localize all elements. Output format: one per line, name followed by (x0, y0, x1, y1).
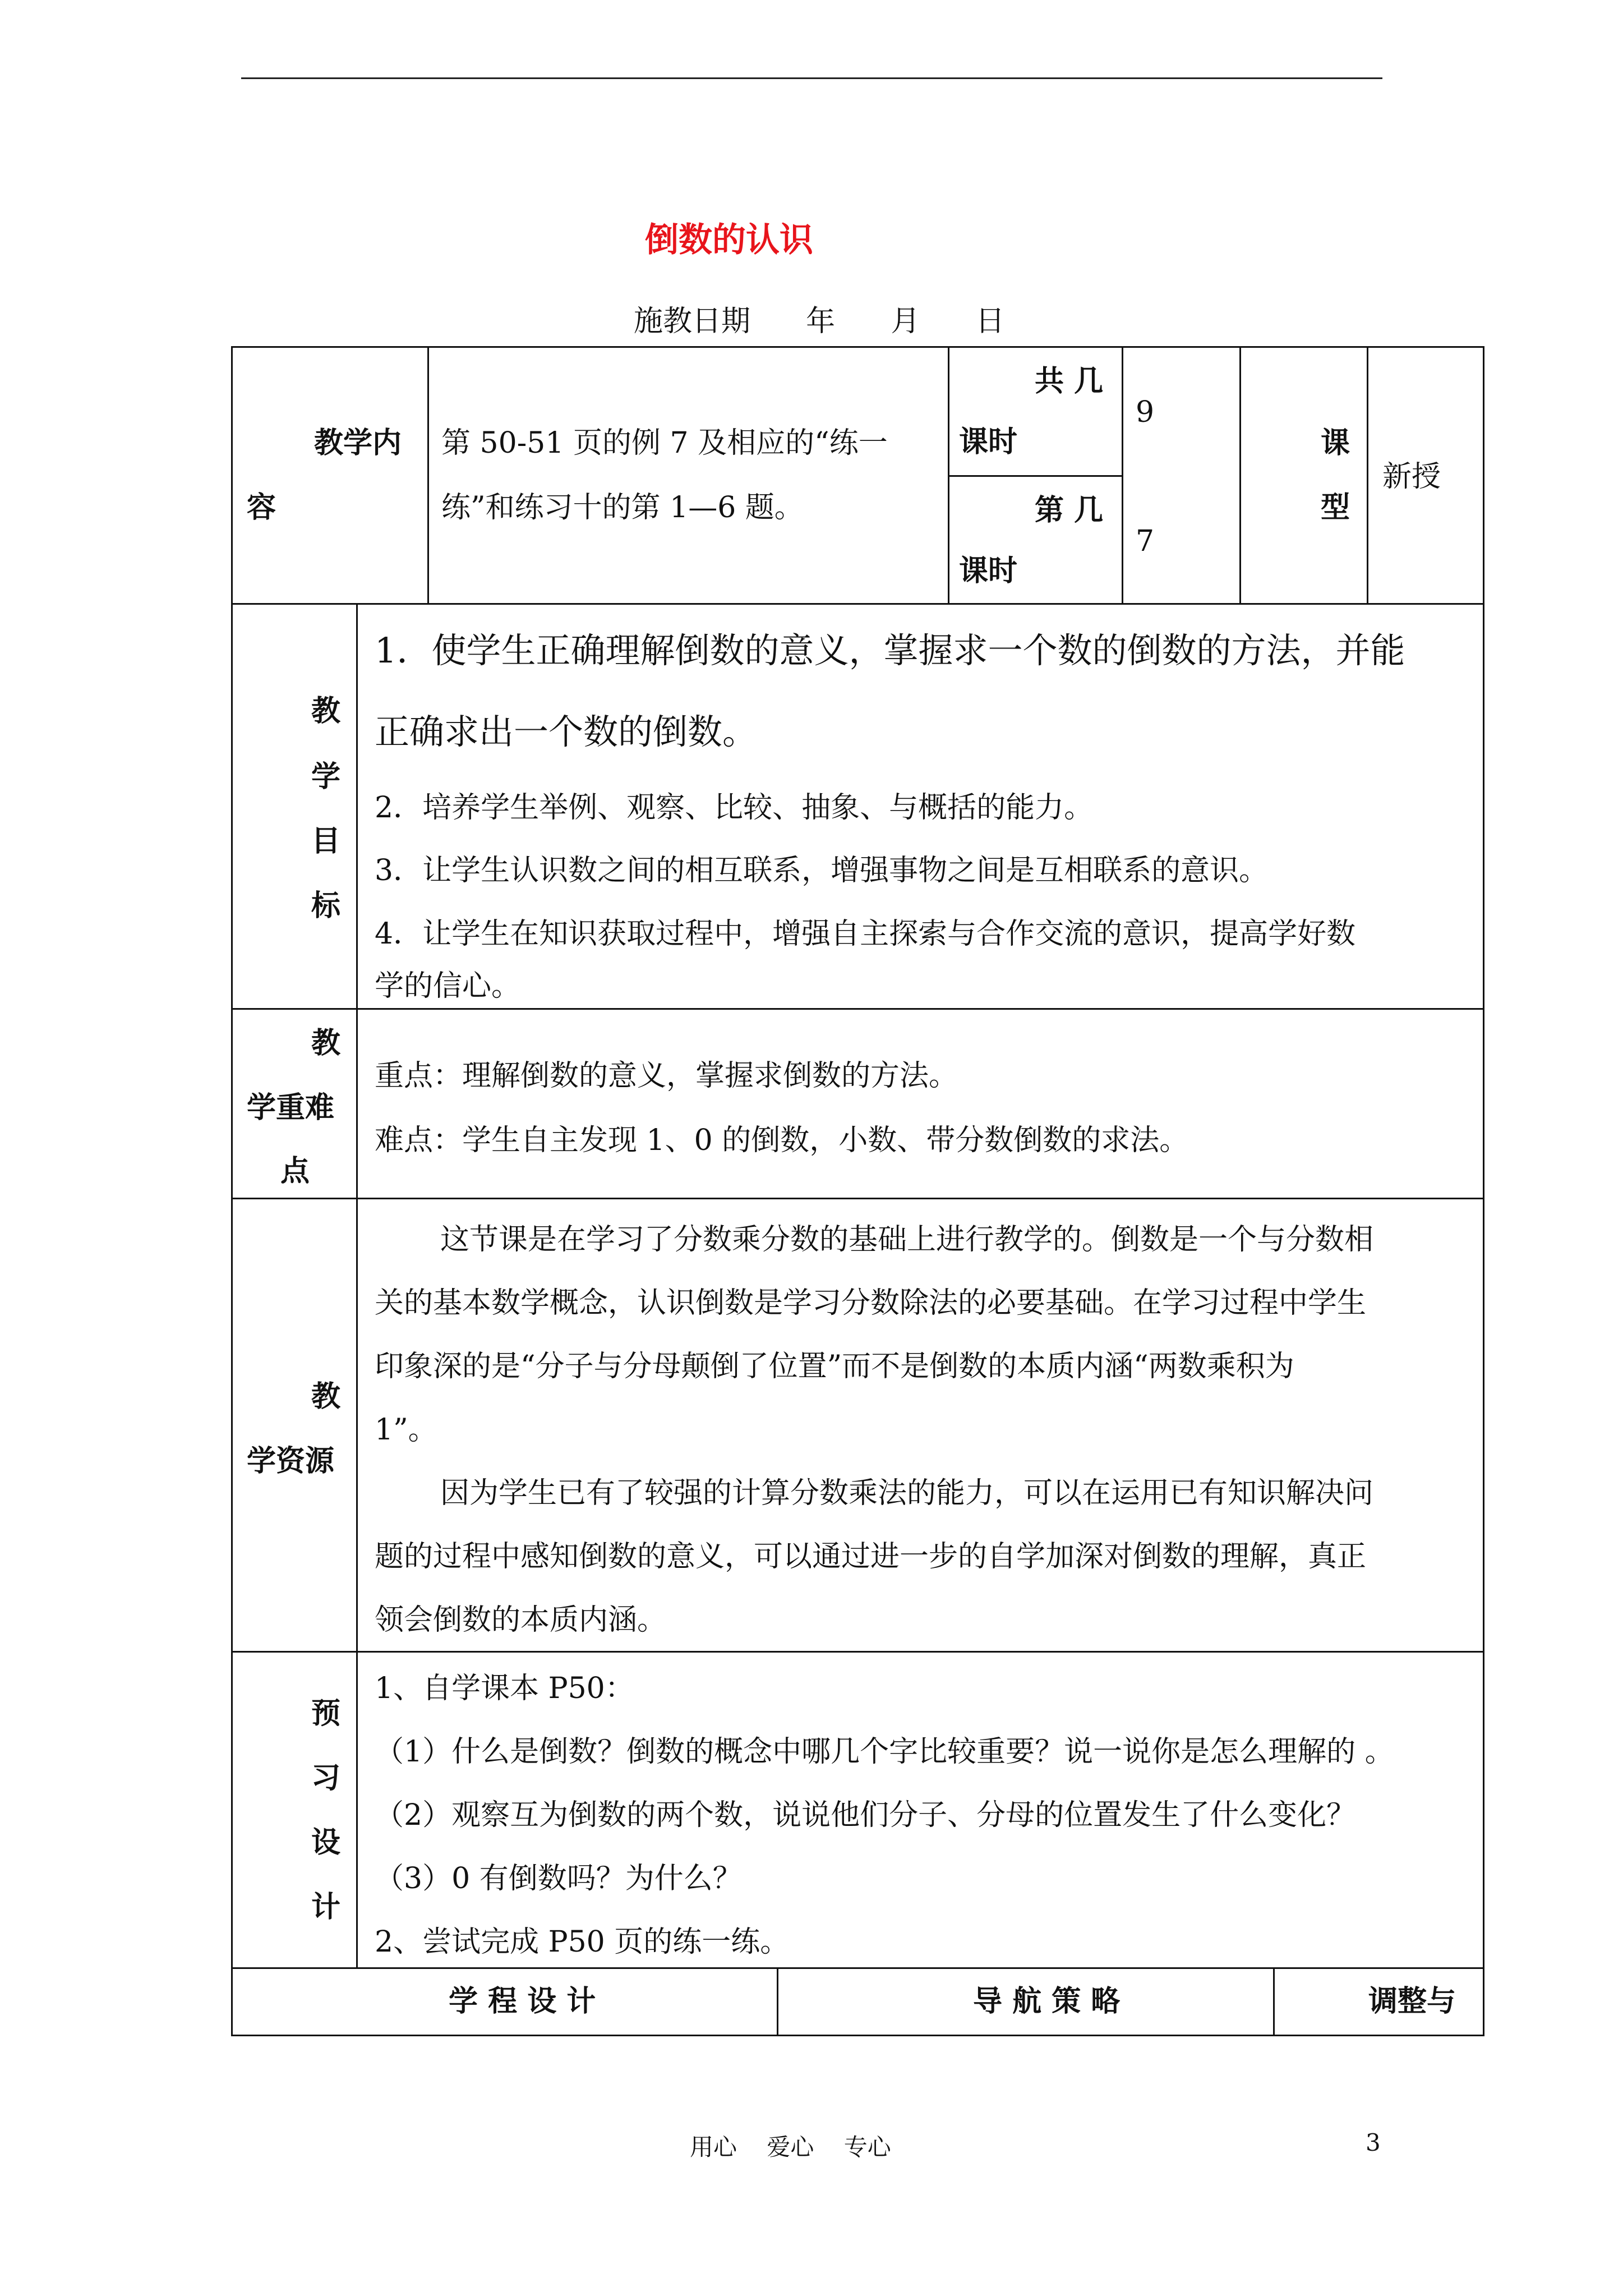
key-points-label: 教 (311, 1027, 341, 1060)
preview-item: 2、尝试完成 P50 页的练一练。 (375, 1925, 790, 1959)
lesson-number-label-line1: 第 几 (1035, 494, 1104, 527)
key-point-difficulty: 难点：学生自主发现 1、0 的倒数，小数、带分数倒数的求法。 (375, 1124, 1189, 1157)
lesson-type-value: 新授 (1382, 460, 1441, 494)
col-divider (1122, 346, 1123, 604)
preview-item: （3）0 有倒数吗？为什么？ (375, 1862, 742, 1895)
lesson-number-label-line2: 课时 (959, 554, 1018, 588)
preview-item: 1、自学课本 P50： (375, 1672, 634, 1705)
preview-item: （2）观察互为倒数的两个数，说说他们分子、分母的位置发生了什么变化？ (375, 1798, 1356, 1832)
col-divider (1239, 346, 1241, 604)
page-title: 倒数的认识 (645, 220, 813, 260)
goal-item-4: 4．让学生在知识获取过程中，增强自主探索与合作交流的意识，提高学好数 (375, 917, 1356, 951)
preview-item: （1）什么是倒数？倒数的概念中哪几个字比较重要？说一说你是怎么理解的 。 (375, 1735, 1394, 1769)
col-divider (427, 346, 429, 604)
goals-label: 教 (311, 694, 341, 728)
resources-paragraph-line: 关的基本数学概念，认识倒数是学习分数除法的必要基础。在学习过程中学生 (375, 1286, 1367, 1320)
header-rule (241, 77, 1382, 79)
teaching-date: 施教日期 年 月 日 (634, 305, 1005, 338)
goals-label: 目 (311, 825, 341, 858)
goal-item-1: 1．使学生正确理解倒数的意义，掌握求一个数的倒数的方法，并能 (375, 630, 1405, 671)
row-divider (231, 603, 1484, 605)
preview-label: 计 (311, 1890, 341, 1924)
goal-item-2: 2．培养学生举例、观察、比较、抽象、与概括的能力。 (375, 791, 1094, 825)
key-points-label: 学重难 (247, 1091, 335, 1125)
resources-paragraph-line: 1”。 (375, 1413, 437, 1447)
process-design-header: 学 程 设 计 (449, 1985, 596, 2018)
col-divider (777, 1967, 778, 2036)
table-left-border (231, 346, 233, 2036)
goals-label: 标 (311, 889, 341, 923)
adjustment-header: 调整与 (1368, 1985, 1456, 2018)
preview-label: 习 (311, 1761, 341, 1795)
content-label-line1: 教学内 (314, 426, 402, 460)
resources-label: 学资源 (247, 1444, 335, 1478)
table-top-border (231, 346, 1484, 348)
preview-label: 设 (311, 1826, 341, 1860)
col-divider (948, 346, 949, 604)
preview-label: 预 (311, 1697, 341, 1731)
lesson-number-value: 7 (1136, 524, 1155, 558)
content-label-line2: 容 (247, 491, 276, 524)
content-text-line1: 第 50-51 页的例 7 及相应的“练一 (441, 426, 888, 460)
content-text-line2: 练”和练习十的第 1—6 题。 (441, 491, 804, 524)
label-col-divider (356, 603, 358, 1969)
lesson-type-label-line1: 课 (1321, 426, 1350, 460)
goal-item-3: 3．让学生认识数之间的相互联系，增强事物之间是互相联系的意识。 (375, 854, 1269, 887)
resources-paragraph-line: 这节课是在学习了分数乘分数的基础上进行教学的。倒数是一个与分数相 (440, 1223, 1374, 1257)
total-lessons-value: 9 (1136, 395, 1155, 429)
col-divider (1367, 346, 1368, 604)
table-right-border (1483, 346, 1484, 2036)
lesson-type-label-line2: 型 (1321, 491, 1350, 524)
key-point-focus: 重点：理解倒数的意义，掌握求倒数的方法。 (375, 1059, 958, 1093)
total-lessons-label-line2: 课时 (959, 425, 1018, 459)
row-divider (231, 1198, 1484, 1199)
col-divider (1273, 1967, 1275, 2036)
goal-item-1-cont: 正确求出一个数的倒数。 (375, 711, 758, 752)
guidance-strategy-header: 导 航 策 略 (973, 1985, 1121, 2018)
goals-label: 学 (311, 760, 341, 794)
goal-item-4-cont: 学的信心。 (375, 969, 521, 1003)
resources-paragraph-line: 印象深的是“分子与分母颠倒了位置”而不是倒数的本质内涵“两数乘积为 (375, 1350, 1294, 1383)
resources-paragraph-line: 领会倒数的本质内涵。 (375, 1603, 667, 1637)
page-footer-motto: 用心 爱心 专心 (690, 2133, 891, 2161)
page-number: 3 (1366, 2129, 1381, 2156)
resources-paragraph-line: 因为学生已有了较强的计算分数乘法的能力，可以在运用已有知识解决问 (440, 1476, 1374, 1510)
resources-label: 教 (311, 1380, 341, 1414)
total-lessons-label-line1: 共 几 (1035, 365, 1104, 398)
resources-paragraph-line: 题的过程中感知倒数的意义，可以通过进一步的自学加深对倒数的理解，真正 (375, 1540, 1367, 1573)
key-points-label: 点 (280, 1154, 310, 1188)
table-bottom-border (231, 2035, 1484, 2036)
